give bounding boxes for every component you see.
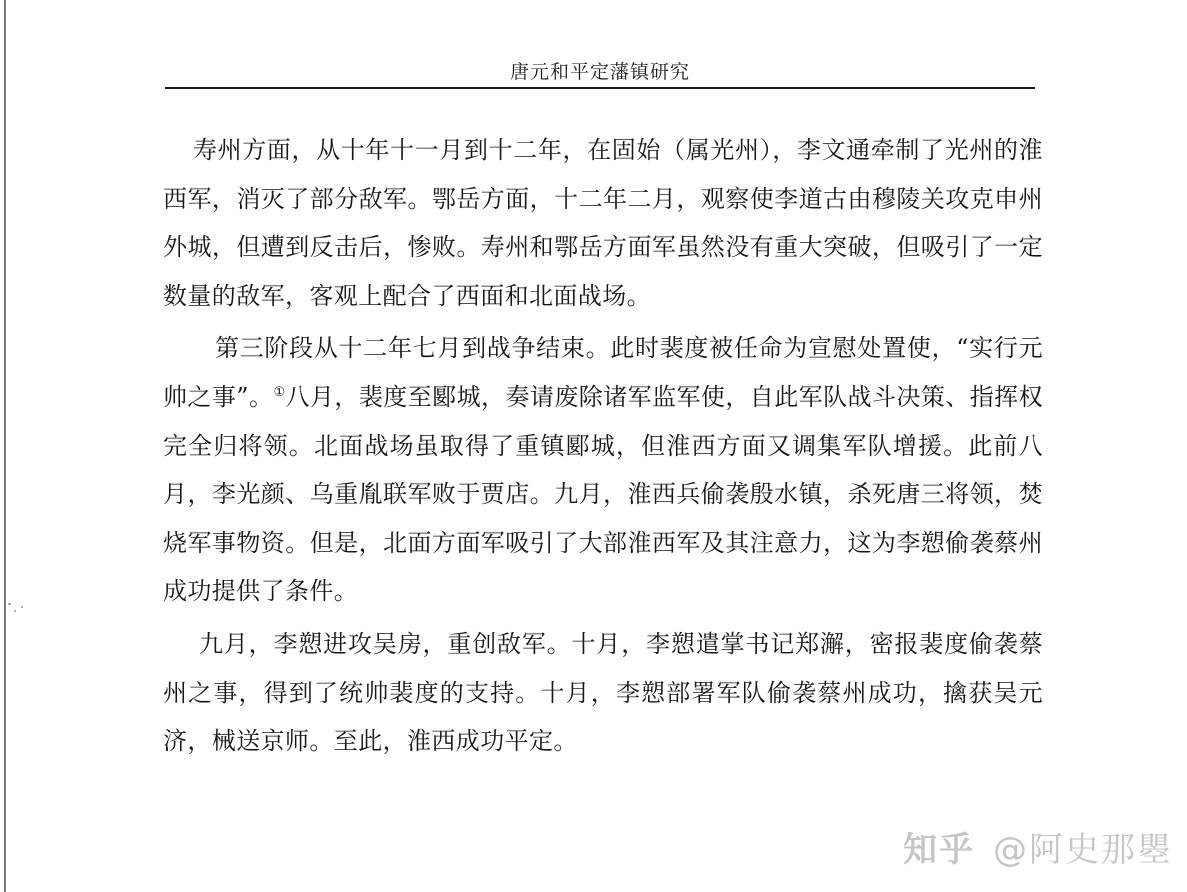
zhihu-watermark — [903, 820, 1173, 872]
footnote-marker[interactable]: ① — [273, 384, 286, 400]
scan-speck — [14, 610, 16, 612]
paragraph-2-text-before-note: 第三阶段从十二年七月到战争结束。此时裴度被任命为宣慰处置使，“实行元帅之事”。 — [163, 334, 1043, 411]
page-left-edge — [4, 0, 6, 892]
scan-speck — [21, 606, 23, 608]
scan-speck — [8, 603, 11, 605]
paragraph-1: 寿州方面，从十年十一月到十二年，在固始（属光州），李文通牵制了光州的淮西军，消灭了部分敌军。鄂岳方面，十二年二月，观察使李道古由穆陵关攻克申州外城，但遭到反击后，惨败。寿州和鄂岳方面军虽然没有重大突破，但吸引了一定数量的敌军，客观上配合了西面和北面战场。 — [163, 136, 1043, 310]
paragraph-3: 九月，李愬进攻吴房，重创敌军。十月，李愬遣掌书记郑澥，密报裴度偷袭蔡州之事，得到了统帅裴度的支持。十月，李愬部署军队偷袭蔡州成功，擒获吴元济，械送京师。至此，淮西成功平定。 — [163, 629, 1043, 756]
watermark-brand: 知乎 — [903, 829, 975, 870]
paragraph-2 — [163, 324, 1043, 616]
header-rule — [165, 87, 1035, 89]
paragraph-2-text-after-note: 八月，裴度至郾城，奏请废除诸军监军使，自此军队战斗决策、指挥权完全归将领。北面战场虽取得了重镇郾城，但淮西方面又调集军队增援。此前八月，李光颜、乌重胤联军败于贾店。九月，淮西兵偷袭殷水镇，杀死唐三将领，焚烧军事物资。但是，北面方面军吸引了大部淮西军及其注意力，这为李愬偷袭蔡州成功提供了条件。 — [163, 382, 1043, 606]
running-header: 唐元和平定藩镇研究 — [509, 61, 690, 83]
body-text — [163, 126, 1043, 766]
watermark-author: @阿史那瞾 — [993, 829, 1173, 870]
